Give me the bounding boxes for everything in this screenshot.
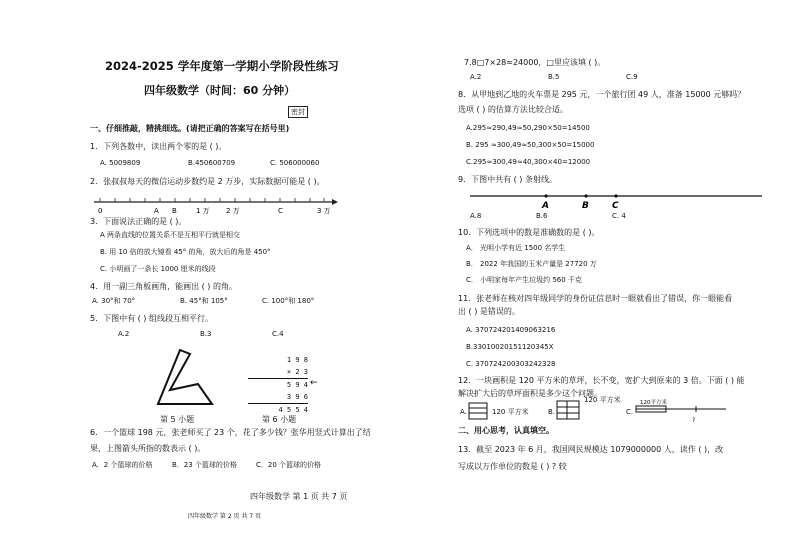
q10-text: 10．下列选项中的数是准确数的是 ( )。	[458, 228, 600, 237]
q7-option-b: B.5	[548, 73, 560, 81]
q9-option-a: A.8	[470, 212, 482, 220]
q5-option-c: C.4	[272, 330, 284, 338]
page-footer: 四年级数学 第 1 页 共 7 页	[250, 492, 348, 501]
q12-text: 12．一块画积是 120 平方米的草坪，长不变，宽扩大到原来的 3 倍。下面 ( ) 能	[458, 376, 745, 385]
q12-option-c: C.	[626, 408, 634, 416]
nl-label-a: A	[154, 207, 159, 215]
nl-label-1w: 1 万	[196, 207, 210, 215]
q4-option-c: C. 100°和 180°	[262, 297, 315, 305]
q5-option-a: A.2	[118, 330, 130, 338]
q12-label-a: 120 平方米	[492, 408, 529, 416]
q6-vertical-calc	[248, 354, 308, 416]
q11-option-c: C. 370724200303242328	[466, 360, 556, 368]
q9-option-b: B.6	[536, 212, 548, 220]
q8-option-c: C.295≈300,49≈40,300×40=12000	[466, 158, 591, 166]
q2-number-line	[92, 192, 342, 216]
q10-option-a: A． 光明小学有近 1500 名学生	[466, 244, 566, 252]
ray-label-c: C	[612, 201, 619, 211]
q3-option-c: C. 小明画了一条长 1000 厘米的线段	[100, 265, 216, 273]
q11-option-a: A. 370724201409063216	[466, 326, 556, 334]
q4-option-b: B. 45°和 105°	[180, 297, 228, 305]
q5-text: 5．下图中有 ( ) 组线段互相平行。	[90, 314, 213, 323]
q6-option-c: C．20 个篮球的价格	[256, 461, 322, 469]
q10-option-c: C． 小明家每年产生垃圾约 560 千克	[466, 276, 582, 284]
ray-label-a: A	[542, 201, 549, 211]
q1-text: 1．下列各数中，读出两个零的是 ( )。	[90, 142, 227, 151]
q11-text-2: 出 ( ) 是错误的。	[458, 307, 520, 316]
q9-option-c: C. 4	[612, 212, 626, 220]
q7-option-a: A.2	[470, 73, 482, 81]
q1-option-a: A. 5009809	[100, 159, 141, 167]
q12-figure-b	[556, 400, 580, 420]
nl-label-2w: 2 万	[226, 207, 240, 215]
q8-text: 8．从甲地到乙地的火车票是 295 元，一个旅行团 49 人，准备 15000 元够吗？	[458, 90, 746, 99]
q6-option-b: B．23 个篮球的价格	[172, 461, 237, 469]
seal-stamp: 密封	[288, 106, 308, 118]
nl-label-b: B	[172, 207, 177, 215]
q5-option-b: B.3	[200, 330, 212, 338]
q3-option-b: B. 用 10 倍的放大镜看 45° 的角，放大后的角是 450°	[100, 248, 271, 256]
nl-label-0: 0	[98, 207, 103, 215]
q13-text: 13．截至 2023 年 6 月，我国网民规模达 1079000000 人，读作 ( )，改	[458, 445, 724, 454]
q8-option-b: B. 295 ≈300,49≈50,300×50=15000	[466, 141, 595, 149]
section-1-heading: 一、仔细推敲，精挑细选。(请把正确的答案写在括号里)	[90, 124, 290, 133]
q12-option-a: A.	[460, 408, 467, 416]
q6-text: 6．一个篮球 198 元，张老师买了 23 个，花了多少钱？张华用竖式计算出了结	[90, 428, 371, 437]
q4-text: 4．用一副三角板画角，能画出 ( ) 的角。	[90, 282, 237, 291]
q9-text: 9．下图中共有 ( ) 条射线。	[458, 175, 557, 184]
q10-option-b: B． 2022 年我国的玉米产量是 27720 万	[466, 260, 597, 268]
q11-option-b: B.33010020151120345X	[466, 343, 554, 351]
q12-figure-c	[634, 396, 734, 426]
calc-row-4: 3 9 6	[248, 391, 308, 404]
q12-option-b: B.	[548, 408, 556, 416]
q1-option-b: B.450600709	[188, 159, 236, 167]
nl-label-c: C	[278, 207, 283, 215]
caption-q6: 第 6 小题	[262, 415, 297, 424]
q7-text: 7.8□7×28≈24000，□里应该填 ( )。	[464, 58, 606, 67]
q3-text: 3．下面说法正确的是 ( )。	[90, 217, 187, 226]
right-page	[400, 0, 794, 543]
arrow-left-icon: ←	[310, 378, 318, 388]
q12-text-2: 解决扩大后的草坪面积是多少这个问题。	[458, 389, 602, 398]
q12-label-b: 120 平方米	[584, 396, 621, 404]
q12-question-mark: ?	[692, 417, 696, 424]
ray-label-b: B	[582, 201, 589, 211]
q9-ray-figure	[464, 188, 764, 212]
section-2-heading: 二、用心思考，认真填空。	[458, 426, 554, 435]
page-footer-2: 四年级数学 第 2 页 共 7 页	[188, 513, 262, 520]
q5-shape-figure	[150, 348, 220, 410]
q11-text: 11．张老师在核对四年级同学的身份证信息时一眼就看出了错误，你一眼能看	[458, 294, 733, 303]
calc-row-3: 5 9 4	[286, 381, 308, 389]
q1-option-c: C. 506000060	[270, 159, 320, 167]
q2-text: 2．张叔叔每天的微信运动步数约是 2 万步，实际数据可能是 ( )。	[90, 177, 325, 186]
calc-row-5: 4 5 5 4	[278, 406, 308, 414]
q12-figure-a	[468, 402, 488, 420]
q4-option-a: A. 30°和 70°	[92, 297, 136, 305]
q6-option-a: A．2 个篮球的价格	[92, 461, 153, 469]
exam-title: 2024-2025 学年度第一学期小学阶段性练习	[105, 59, 339, 73]
q12-label-c: 120平方米	[640, 400, 667, 406]
q3-option-a: A 两条直线的位置关系不是互相平行就是相交	[100, 231, 241, 239]
q8-option-a: A.295≈290,49≈50,290×50=14500	[466, 124, 590, 132]
nl-label-3w: 3 万	[317, 207, 331, 215]
calc-row-1: 1 9 8	[286, 356, 308, 364]
q6-text-2: 果，上图箭头所指的数表示 ( )。	[90, 444, 206, 453]
q7-option-c: C.9	[626, 73, 638, 81]
caption-q5: 第 5 小题	[160, 415, 195, 424]
q13-text-2: 写成以万作单位的数是 ( ) ? 较	[458, 462, 567, 471]
q8-text-2: 选项 ( ) 的估算方法比较合适。	[458, 105, 568, 114]
exam-subtitle: 四年级数学（时间：60 分钟）	[144, 84, 296, 97]
calc-row-2: × 2 3	[248, 366, 308, 379]
